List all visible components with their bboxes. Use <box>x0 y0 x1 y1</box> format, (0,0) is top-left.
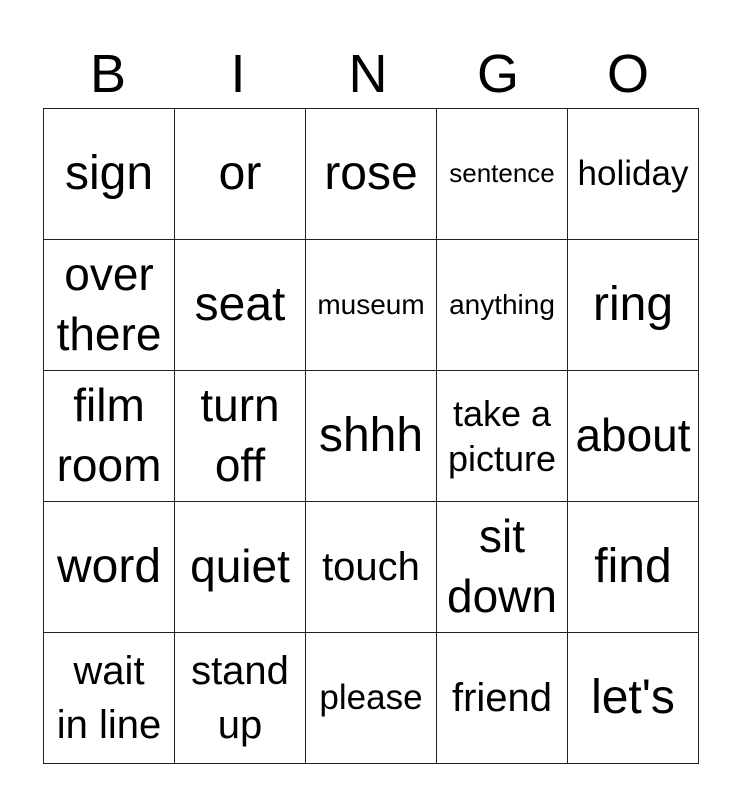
bingo-cell[interactable]: please <box>306 633 437 764</box>
bingo-cell[interactable]: touch <box>306 502 437 633</box>
bingo-cell[interactable]: let's <box>568 633 699 764</box>
bingo-cell[interactable]: anything <box>437 240 568 371</box>
header-letter-i: I <box>230 44 246 104</box>
header-letter-n: N <box>348 44 388 104</box>
bingo-cell[interactable]: rose <box>306 109 437 240</box>
bingo-cell[interactable]: ring <box>568 240 699 371</box>
header-letter-o: O <box>606 44 649 104</box>
bingo-cell[interactable]: turn off <box>175 371 306 502</box>
bingo-cell[interactable]: museum <box>306 240 437 371</box>
bingo-cell[interactable]: sit down <box>437 502 568 633</box>
bingo-cell[interactable]: sign <box>44 109 175 240</box>
board-row-1 <box>44 109 699 240</box>
board-row-5 <box>44 633 699 764</box>
bingo-cell[interactable]: wait in line <box>44 633 175 764</box>
board-row-3 <box>44 371 699 502</box>
bingo-cell[interactable]: find <box>568 502 699 633</box>
bingo-cell[interactable]: shhh <box>306 371 437 502</box>
bingo-cell[interactable]: sentence <box>437 109 568 240</box>
bingo-cell[interactable]: over there <box>44 240 175 371</box>
bingo-cell[interactable]: take a picture <box>437 371 568 502</box>
bingo-board <box>43 108 699 764</box>
header-letter-g: G <box>476 44 519 104</box>
bingo-cell[interactable]: holiday <box>568 109 699 240</box>
header-letter-b: B <box>89 44 127 104</box>
board-row-2 <box>44 240 699 371</box>
bingo-cell[interactable]: or <box>175 109 306 240</box>
bingo-cell[interactable]: quiet <box>175 502 306 633</box>
bingo-cell[interactable]: about <box>568 371 699 502</box>
bingo-cell[interactable]: seat <box>175 240 306 371</box>
bingo-cell[interactable]: stand up <box>175 633 306 764</box>
bingo-cell[interactable]: word <box>44 502 175 633</box>
bingo-cell[interactable]: friend <box>437 633 568 764</box>
bingo-header <box>43 40 693 108</box>
bingo-cell[interactable]: film room <box>44 371 175 502</box>
board-row-4 <box>44 502 699 633</box>
